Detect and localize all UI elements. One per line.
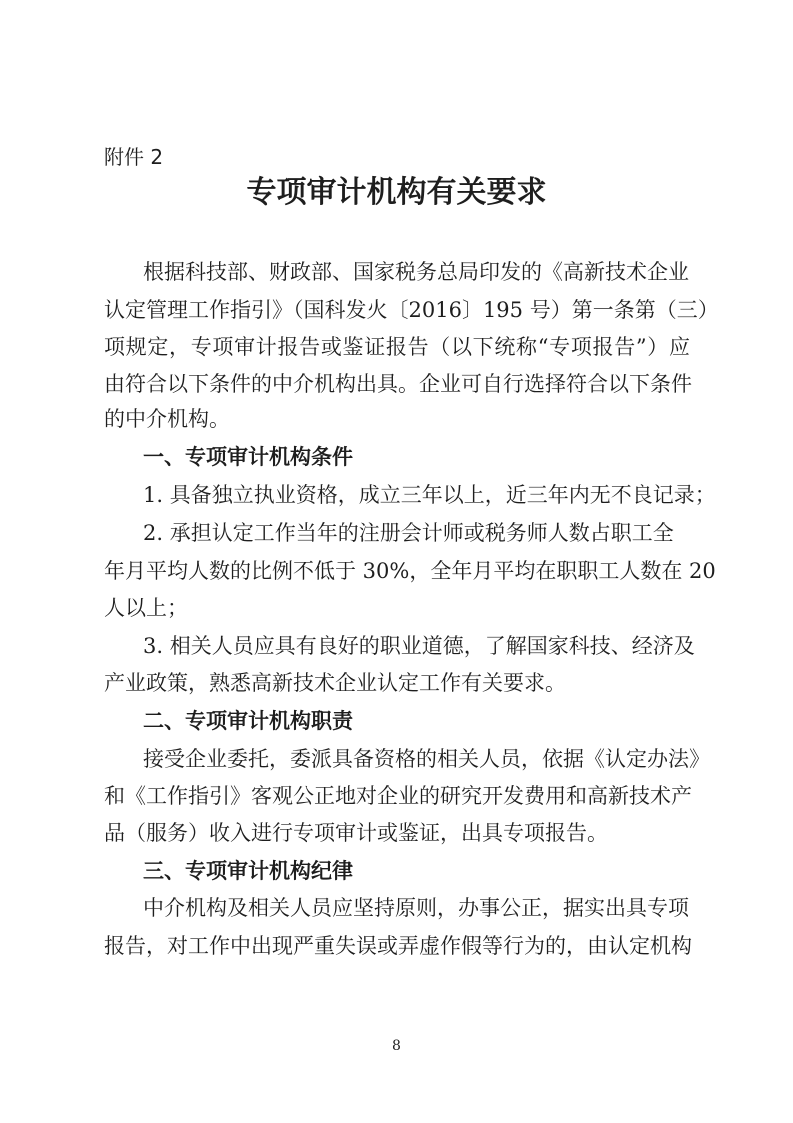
paragraph-line: 1. 具备独立执业资格，成立三年以上，近三年内无不良记录；	[143, 483, 716, 507]
paragraph-line: 3. 相关人员应具有良好的职业道德，了解国家科技、经济及	[143, 634, 695, 658]
paragraph-line: 接受企业委托，委派具备资格的相关人员，依据《认定办法》	[143, 747, 710, 771]
paragraph-line: 和《工作指引》客观公正地对企业的研究开发费用和高新技术产	[104, 784, 692, 808]
paragraph-line: 产业政策，熟悉高新技术企业认定工作有关要求。	[104, 671, 566, 695]
paragraph-line: 根据科技部、财政部、国家税务总局印发的《高新技术企业	[143, 260, 689, 284]
page-title: 专项审计机构有关要求	[246, 175, 547, 210]
paragraph-line: 认定管理工作指引》（国科发火〔2016〕195 号）第一条第（三）	[104, 298, 719, 322]
paragraph-line: 品（服务）收入进行专项审计或鉴证，出具专项报告。	[104, 821, 608, 845]
paragraph-line: 人以上；	[104, 596, 188, 620]
paragraph-line: 由符合以下条件的中介机构出具。企业可自行选择符合以下条件	[104, 372, 692, 396]
paragraph-line: 项规定，专项审计报告或鉴证报告（以下统称“专项报告”）应	[104, 335, 690, 359]
section-heading: 三、专项审计机构纪律	[143, 859, 353, 883]
paragraph-line: 2. 承担认定工作当年的注册会计师或税务师人数占职工全	[143, 521, 674, 545]
attachment-label: 附件 2	[104, 145, 164, 169]
section-heading: 二、专项审计机构职责	[143, 709, 353, 733]
section-heading: 一、专项审计机构条件	[143, 445, 353, 469]
paragraph-line: 年月平均人数的比例不低于 30%，全年月平均在职职工人数在 20	[104, 559, 716, 583]
paragraph-line: 的中介机构。	[104, 407, 230, 431]
paragraph-line: 报告，对工作中出现严重失误或弄虚作假等行为的，由认定机构	[104, 934, 692, 958]
page-number: 8	[392, 1038, 401, 1054]
paragraph-line: 中介机构及相关人员应坚持原则，办事公正，据实出具专项	[143, 896, 689, 920]
